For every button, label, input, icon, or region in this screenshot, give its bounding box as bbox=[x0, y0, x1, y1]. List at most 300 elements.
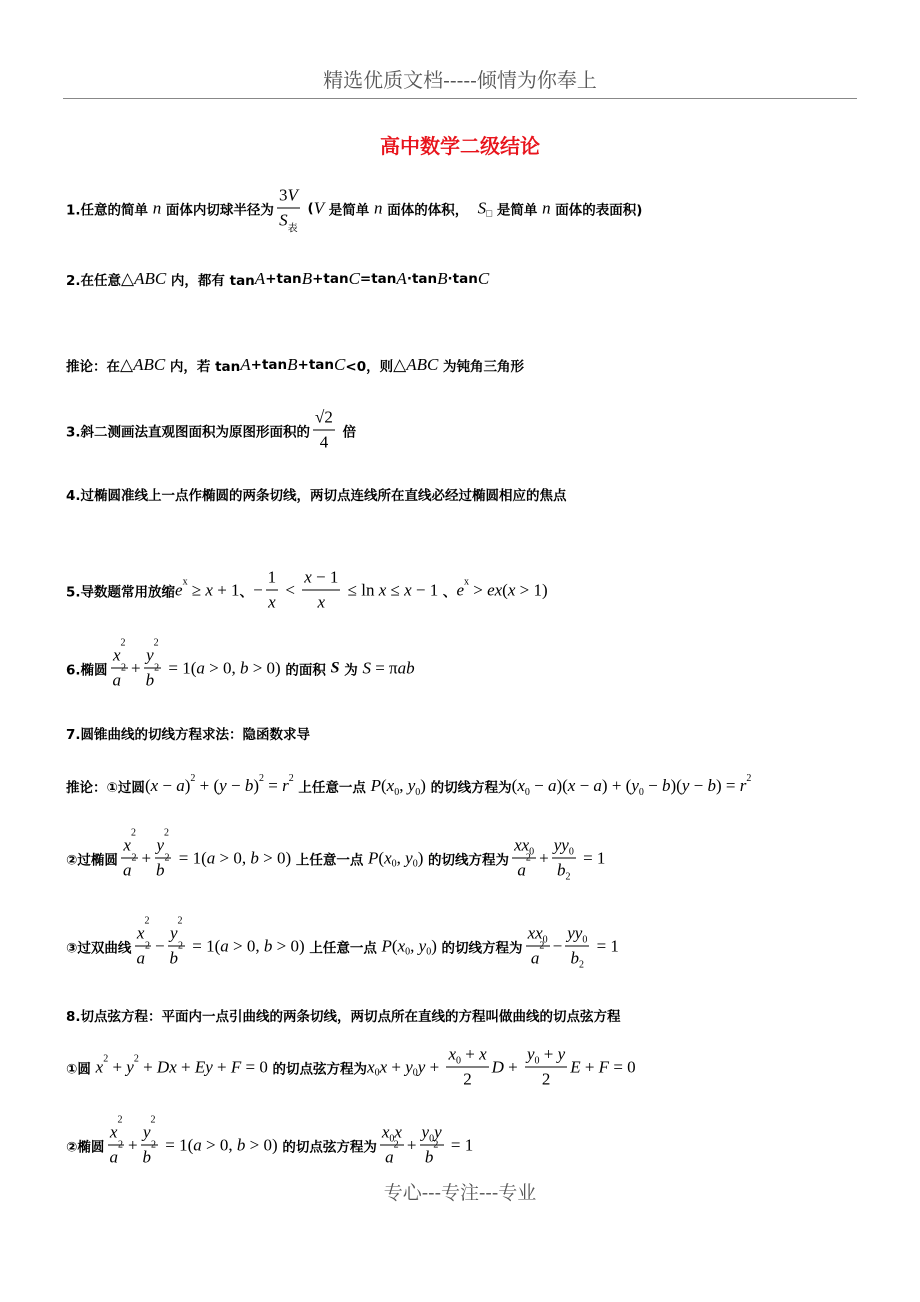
text: ( bbox=[302, 200, 314, 216]
denominator bbox=[316, 591, 328, 613]
math-token: + bbox=[460, 1044, 480, 1064]
numerator bbox=[277, 186, 300, 209]
fraction bbox=[512, 836, 536, 881]
math-token: 0 bbox=[412, 858, 418, 870]
math-token: F bbox=[230, 1057, 242, 1076]
math-token: △ bbox=[120, 355, 134, 374]
math-token: y bbox=[631, 776, 639, 795]
math-token: > bbox=[468, 580, 488, 599]
math-token: V bbox=[287, 185, 298, 205]
math-token: , bbox=[396, 848, 406, 867]
denominator bbox=[515, 852, 533, 881]
math-token: + bbox=[539, 848, 549, 867]
math-token: 2 bbox=[117, 1114, 123, 1126]
denominator bbox=[318, 431, 331, 453]
math-token: a bbox=[112, 670, 122, 690]
math-token: − bbox=[529, 776, 548, 795]
math-token: x bbox=[113, 645, 121, 665]
fraction bbox=[266, 568, 279, 613]
text: 4.过椭圆准线上一点作椭圆的两条切线，两切点连线所在直线必经过椭圆相应的焦点 bbox=[66, 488, 567, 504]
math-token: a bbox=[220, 936, 229, 955]
text: 面体内切球半径为 bbox=[161, 202, 274, 218]
math-token: y bbox=[417, 1057, 426, 1076]
math-token: 2 bbox=[178, 940, 184, 952]
math-token: 2 bbox=[120, 637, 126, 649]
math-token: b bbox=[263, 936, 273, 955]
fraction bbox=[526, 924, 550, 969]
math-token: < bbox=[281, 580, 300, 599]
math-token: Dx bbox=[156, 1057, 177, 1076]
conclusion-4 bbox=[66, 484, 567, 504]
math-token: x bbox=[317, 592, 326, 612]
fraction bbox=[302, 568, 340, 613]
math-token: 2 bbox=[144, 940, 150, 952]
math-token: 2 bbox=[154, 662, 160, 674]
math-token: x bbox=[367, 1057, 375, 1076]
math-token: ) bbox=[431, 936, 437, 955]
denominator bbox=[144, 662, 162, 691]
math-token: 0 bbox=[426, 946, 432, 958]
numerator bbox=[552, 836, 576, 859]
math-token: a bbox=[109, 1147, 118, 1167]
denominator bbox=[141, 1139, 159, 1168]
math-token: 0 bbox=[638, 786, 644, 798]
text: 内，都有 tan bbox=[166, 273, 255, 289]
math-token: 0 bbox=[534, 1055, 540, 1066]
math-token: = 1( bbox=[161, 1135, 194, 1154]
math-token: y bbox=[405, 848, 413, 867]
math-token: 0 bbox=[582, 934, 588, 945]
math-token: 0 bbox=[542, 934, 548, 945]
text: +tan bbox=[250, 357, 288, 373]
math-token: S bbox=[362, 658, 371, 677]
text: 5.导数题常用放缩 bbox=[66, 584, 176, 600]
text: +tan bbox=[265, 271, 302, 287]
math-token: x bbox=[378, 580, 387, 599]
text: ·tan bbox=[447, 271, 478, 287]
math-token: 2 bbox=[153, 637, 159, 649]
math-token: y bbox=[126, 1057, 134, 1076]
math-token: + bbox=[141, 848, 152, 867]
math-token: A bbox=[240, 355, 251, 374]
math-token: > 0, bbox=[204, 658, 240, 677]
math-token: D bbox=[491, 1057, 504, 1076]
math-token: x bbox=[386, 776, 395, 795]
math-token: b bbox=[169, 948, 179, 968]
math-token: + bbox=[212, 1057, 231, 1076]
math-token: 2 bbox=[541, 1069, 551, 1089]
math-token: 2 bbox=[131, 852, 137, 864]
math-token: + bbox=[503, 1057, 522, 1076]
math-token: yy bbox=[567, 923, 583, 943]
math-token: C bbox=[477, 269, 490, 288]
document-title: 高中数学二级结论 bbox=[380, 134, 540, 158]
math-token: 0 bbox=[391, 858, 397, 870]
text: 的切线方程为 bbox=[436, 940, 523, 956]
text: 是简单 bbox=[492, 202, 543, 218]
math-token: ≥ bbox=[187, 580, 206, 599]
math-token: y bbox=[527, 1044, 535, 1064]
math-token: Ey bbox=[194, 1057, 213, 1076]
math-token: 0 bbox=[455, 1055, 461, 1066]
fraction bbox=[134, 915, 152, 969]
math-token: C bbox=[334, 355, 346, 374]
denominator bbox=[383, 1139, 401, 1168]
math-token: r bbox=[739, 776, 747, 795]
math-token: y bbox=[421, 1122, 430, 1142]
math-token: + 1 bbox=[212, 580, 240, 599]
numerator bbox=[565, 924, 589, 947]
fraction bbox=[420, 1123, 444, 1168]
denominator bbox=[168, 940, 186, 969]
numerator bbox=[380, 1123, 404, 1146]
math-token: + bbox=[425, 1057, 444, 1076]
math-token: 0 bbox=[412, 1067, 418, 1079]
math-token: xx bbox=[527, 923, 543, 943]
header-divider bbox=[63, 98, 857, 99]
text: 8.切点弦方程：平面内一点引曲线的两条切线，两切点所在直线的方程叫做曲线的切点弦方程 bbox=[66, 1009, 621, 1025]
math-token: + bbox=[406, 1135, 417, 1154]
math-token: > 0) bbox=[258, 848, 292, 867]
math-token: x bbox=[397, 936, 406, 955]
denominator bbox=[555, 859, 573, 881]
text: 6.椭圆 bbox=[66, 662, 108, 678]
math-token: = 1( bbox=[174, 848, 207, 867]
math-token: 2 bbox=[258, 772, 264, 784]
math-token: 4 bbox=[319, 432, 329, 452]
math-token: > 0) bbox=[245, 1135, 278, 1154]
math-token: − bbox=[643, 776, 662, 795]
math-token: x bbox=[567, 776, 576, 795]
math-token: B bbox=[437, 269, 448, 288]
math-token: a bbox=[193, 1135, 202, 1154]
math-token: x bbox=[182, 576, 188, 588]
math-token: b bbox=[239, 658, 249, 677]
text: 是简单 bbox=[324, 202, 374, 218]
math-token: 2 bbox=[133, 1053, 139, 1065]
text: 的切点弦方程为 bbox=[267, 1061, 368, 1077]
math-token: 2 bbox=[579, 959, 585, 970]
math-token: 表 bbox=[287, 223, 298, 234]
math-token: − bbox=[154, 936, 165, 955]
denominator bbox=[277, 209, 300, 234]
math-token: > 1) bbox=[515, 580, 548, 599]
math-token: B bbox=[287, 355, 298, 374]
math-token: x bbox=[517, 776, 525, 795]
math-token: 2 bbox=[151, 1139, 157, 1151]
text: ③过双曲线 bbox=[66, 940, 132, 956]
text: 面体的表面积) bbox=[550, 202, 643, 218]
text: ②椭圆 bbox=[66, 1139, 105, 1155]
math-token: 2 bbox=[525, 852, 531, 864]
text: ·tan bbox=[406, 271, 438, 287]
math-token: P bbox=[370, 776, 381, 795]
text: 推论：①过圆 bbox=[66, 780, 145, 796]
math-token: 2 bbox=[144, 915, 150, 927]
math-token: △ bbox=[393, 355, 407, 374]
math-token: x bbox=[205, 580, 213, 599]
math-token: x bbox=[394, 1122, 402, 1142]
math-token: = 0 bbox=[241, 1057, 268, 1076]
math-token: ex bbox=[487, 580, 503, 599]
numerator bbox=[525, 1045, 567, 1068]
math-token: ( bbox=[378, 848, 385, 867]
fraction bbox=[565, 924, 589, 969]
math-token: x bbox=[463, 576, 469, 588]
math-token: 2 bbox=[117, 1139, 123, 1151]
math-token: n bbox=[152, 198, 162, 217]
math-token: − 1 bbox=[311, 567, 339, 587]
math-token: = π bbox=[370, 658, 398, 677]
math-token: n bbox=[374, 198, 383, 217]
math-token: y bbox=[557, 1044, 566, 1064]
math-token: 2 bbox=[565, 871, 571, 882]
text: 的切线方程为 bbox=[423, 852, 510, 868]
math-token: a bbox=[593, 776, 602, 795]
math-token: a bbox=[136, 948, 145, 968]
math-token: a bbox=[385, 1147, 394, 1167]
math-token: √2 bbox=[315, 407, 333, 427]
math-token: ) + ( bbox=[601, 776, 632, 795]
math-token: > 0, bbox=[201, 1135, 237, 1154]
math-token: ( bbox=[144, 776, 151, 795]
math-token: x bbox=[123, 835, 131, 855]
text: 为 bbox=[339, 662, 363, 678]
math-token: x bbox=[404, 580, 412, 599]
math-token: = 1( bbox=[188, 936, 221, 955]
math-token: a bbox=[196, 658, 205, 677]
text: 的切线方程为 bbox=[425, 780, 512, 796]
math-token: a bbox=[176, 776, 185, 795]
math-token: y bbox=[418, 936, 427, 955]
text: =tan bbox=[359, 271, 397, 287]
math-token: 0 bbox=[394, 786, 400, 798]
math-token: = bbox=[263, 776, 283, 795]
math-token: y bbox=[434, 1122, 442, 1142]
math-token: = 1 bbox=[578, 848, 606, 867]
math-token: = 1 bbox=[446, 1135, 474, 1154]
math-token: ( bbox=[381, 776, 387, 795]
math-token: > 0, bbox=[228, 936, 264, 955]
denominator bbox=[529, 940, 547, 969]
math-token: a bbox=[517, 860, 526, 880]
math-token: + bbox=[127, 1135, 138, 1154]
fraction bbox=[111, 637, 129, 691]
math-token: F bbox=[598, 1057, 610, 1076]
math-token: − bbox=[689, 776, 708, 795]
math-token: 2 bbox=[393, 1139, 399, 1151]
math-token: x bbox=[268, 592, 276, 612]
math-token: ( bbox=[502, 580, 508, 599]
text: 倍 bbox=[337, 424, 357, 440]
math-token: 2 bbox=[190, 772, 196, 784]
math-token: + bbox=[108, 1057, 127, 1076]
text: <0，则 bbox=[345, 359, 394, 375]
text: 上任意一点 bbox=[291, 852, 369, 868]
math-token: ) bbox=[184, 776, 191, 795]
math-token: , bbox=[399, 776, 408, 795]
text: 上任意一点 bbox=[304, 940, 382, 956]
math-token: a bbox=[530, 948, 540, 968]
math-token: b bbox=[570, 948, 580, 968]
text: 内，若 tan bbox=[165, 359, 241, 375]
math-token: )( bbox=[556, 776, 568, 795]
math-token: − bbox=[253, 580, 263, 599]
text: +tan bbox=[312, 271, 349, 287]
fraction bbox=[141, 1114, 159, 1168]
denominator bbox=[461, 1068, 474, 1090]
conclusion-7 bbox=[66, 723, 310, 743]
math-token: + bbox=[580, 1057, 599, 1076]
numerator bbox=[512, 836, 536, 859]
math-token: ) bbox=[253, 776, 259, 795]
fraction bbox=[552, 836, 576, 881]
math-token: y bbox=[219, 776, 227, 795]
text: 的切点弦方程为 bbox=[277, 1139, 377, 1155]
denominator bbox=[107, 1139, 125, 1168]
math-token: b bbox=[557, 860, 566, 880]
page-header: 精选优质文档-----倾情为你奉上 bbox=[323, 68, 597, 92]
math-token: ≤ ln bbox=[343, 580, 379, 599]
math-token: A bbox=[396, 269, 407, 288]
corollary-7-ellipse bbox=[66, 827, 606, 882]
numerator bbox=[266, 568, 279, 591]
math-token: 2 bbox=[103, 1053, 109, 1065]
text: 7.圆锥曲线的切线方程求法：隐函数求导 bbox=[66, 727, 311, 743]
math-token: ) = bbox=[715, 776, 740, 795]
denominator bbox=[423, 1139, 441, 1168]
math-token: S bbox=[330, 659, 340, 676]
text: 1.任意的简单 bbox=[66, 202, 153, 218]
conclusion-1 bbox=[66, 185, 643, 234]
numerator bbox=[313, 408, 335, 431]
numerator bbox=[526, 924, 550, 947]
math-token: + bbox=[131, 658, 141, 677]
math-token: a bbox=[206, 848, 216, 867]
denominator bbox=[266, 591, 278, 613]
math-token: − bbox=[158, 776, 177, 795]
math-token: □ bbox=[486, 208, 493, 220]
math-token: ABC bbox=[133, 355, 166, 374]
text: 面体的体积， bbox=[382, 202, 478, 218]
math-token: xx bbox=[514, 835, 530, 855]
math-token: ) bbox=[420, 776, 426, 795]
math-token: y bbox=[156, 835, 165, 855]
text: ①圆 bbox=[66, 1061, 96, 1077]
corollary-7-hyperbola bbox=[66, 915, 619, 970]
text: +tan bbox=[297, 357, 335, 373]
math-token: 3 bbox=[278, 185, 288, 205]
math-token: ABC bbox=[406, 355, 439, 374]
math-token: > 0) bbox=[272, 936, 305, 955]
math-token: y bbox=[407, 776, 416, 795]
math-token: y bbox=[146, 645, 154, 665]
math-token: ≤ bbox=[386, 580, 405, 599]
fraction bbox=[107, 1114, 125, 1168]
math-token: 0 bbox=[568, 846, 574, 857]
text: ②过椭圆 bbox=[66, 852, 118, 868]
math-token: 0 bbox=[405, 946, 411, 958]
text: 的面积 bbox=[280, 662, 331, 678]
math-token: − bbox=[575, 776, 594, 795]
math-token: x bbox=[381, 1122, 390, 1142]
math-token: x bbox=[150, 776, 159, 795]
fraction bbox=[446, 1045, 488, 1090]
math-token: 0 bbox=[524, 786, 530, 798]
math-token: b bbox=[156, 860, 165, 880]
math-token: y bbox=[405, 1057, 413, 1076]
text: 3.斜二测画法直观图面积为原图形面积的 bbox=[66, 424, 311, 440]
text: 、 bbox=[239, 584, 254, 600]
math-token: x bbox=[448, 1044, 456, 1064]
conclusion-5 bbox=[66, 568, 548, 613]
math-token: , bbox=[410, 936, 419, 955]
math-token: 2 bbox=[130, 827, 136, 839]
fraction bbox=[154, 827, 172, 881]
math-token: P bbox=[381, 936, 392, 955]
math-token: x bbox=[95, 1057, 104, 1076]
math-token: x bbox=[384, 848, 392, 867]
math-token: A bbox=[254, 269, 266, 288]
math-token: + bbox=[539, 1044, 558, 1064]
math-token: b bbox=[424, 1147, 434, 1167]
math-token: = 1( bbox=[164, 658, 197, 677]
conclusion-3 bbox=[66, 408, 356, 453]
math-token: 2 bbox=[164, 827, 170, 839]
text: 、 bbox=[438, 584, 457, 600]
math-token: 2 bbox=[121, 662, 127, 674]
fraction bbox=[168, 915, 186, 969]
fraction bbox=[121, 827, 139, 881]
math-token: = 0 bbox=[609, 1057, 636, 1076]
math-token: ab bbox=[397, 658, 415, 677]
math-token: > 0, bbox=[215, 848, 251, 867]
denominator bbox=[121, 852, 139, 881]
math-token: b bbox=[142, 1147, 152, 1167]
math-token: b bbox=[236, 1135, 246, 1154]
corollary-2 bbox=[66, 355, 524, 375]
math-token: + bbox=[138, 1057, 157, 1076]
math-token: = 1 bbox=[592, 936, 619, 955]
math-token: b bbox=[707, 776, 716, 795]
math-token: 2 bbox=[433, 1139, 439, 1151]
math-token: e bbox=[175, 580, 183, 599]
math-token: − bbox=[226, 776, 245, 795]
math-token: x bbox=[304, 567, 312, 587]
numerator bbox=[420, 1123, 444, 1146]
math-token: y bbox=[170, 923, 178, 943]
denominator bbox=[540, 1068, 553, 1090]
denominator bbox=[134, 940, 152, 969]
math-token: △ bbox=[121, 269, 135, 288]
math-token: b bbox=[145, 670, 155, 690]
math-token: S bbox=[477, 198, 487, 217]
math-token: b bbox=[250, 848, 259, 867]
math-token: 2 bbox=[288, 772, 294, 784]
math-token: > 0) bbox=[248, 658, 281, 677]
conclusion-6 bbox=[66, 637, 415, 691]
math-token: 2 bbox=[463, 1069, 472, 1089]
math-token: r bbox=[282, 776, 289, 795]
math-token: b bbox=[244, 776, 254, 795]
conclusion-2 bbox=[66, 269, 489, 289]
math-token: E bbox=[570, 1057, 581, 1076]
math-token: 1 bbox=[267, 567, 277, 587]
math-token: ( bbox=[391, 936, 398, 955]
fraction bbox=[313, 408, 335, 453]
conclusion-8 bbox=[66, 1005, 621, 1025]
math-token: )( bbox=[670, 776, 682, 795]
